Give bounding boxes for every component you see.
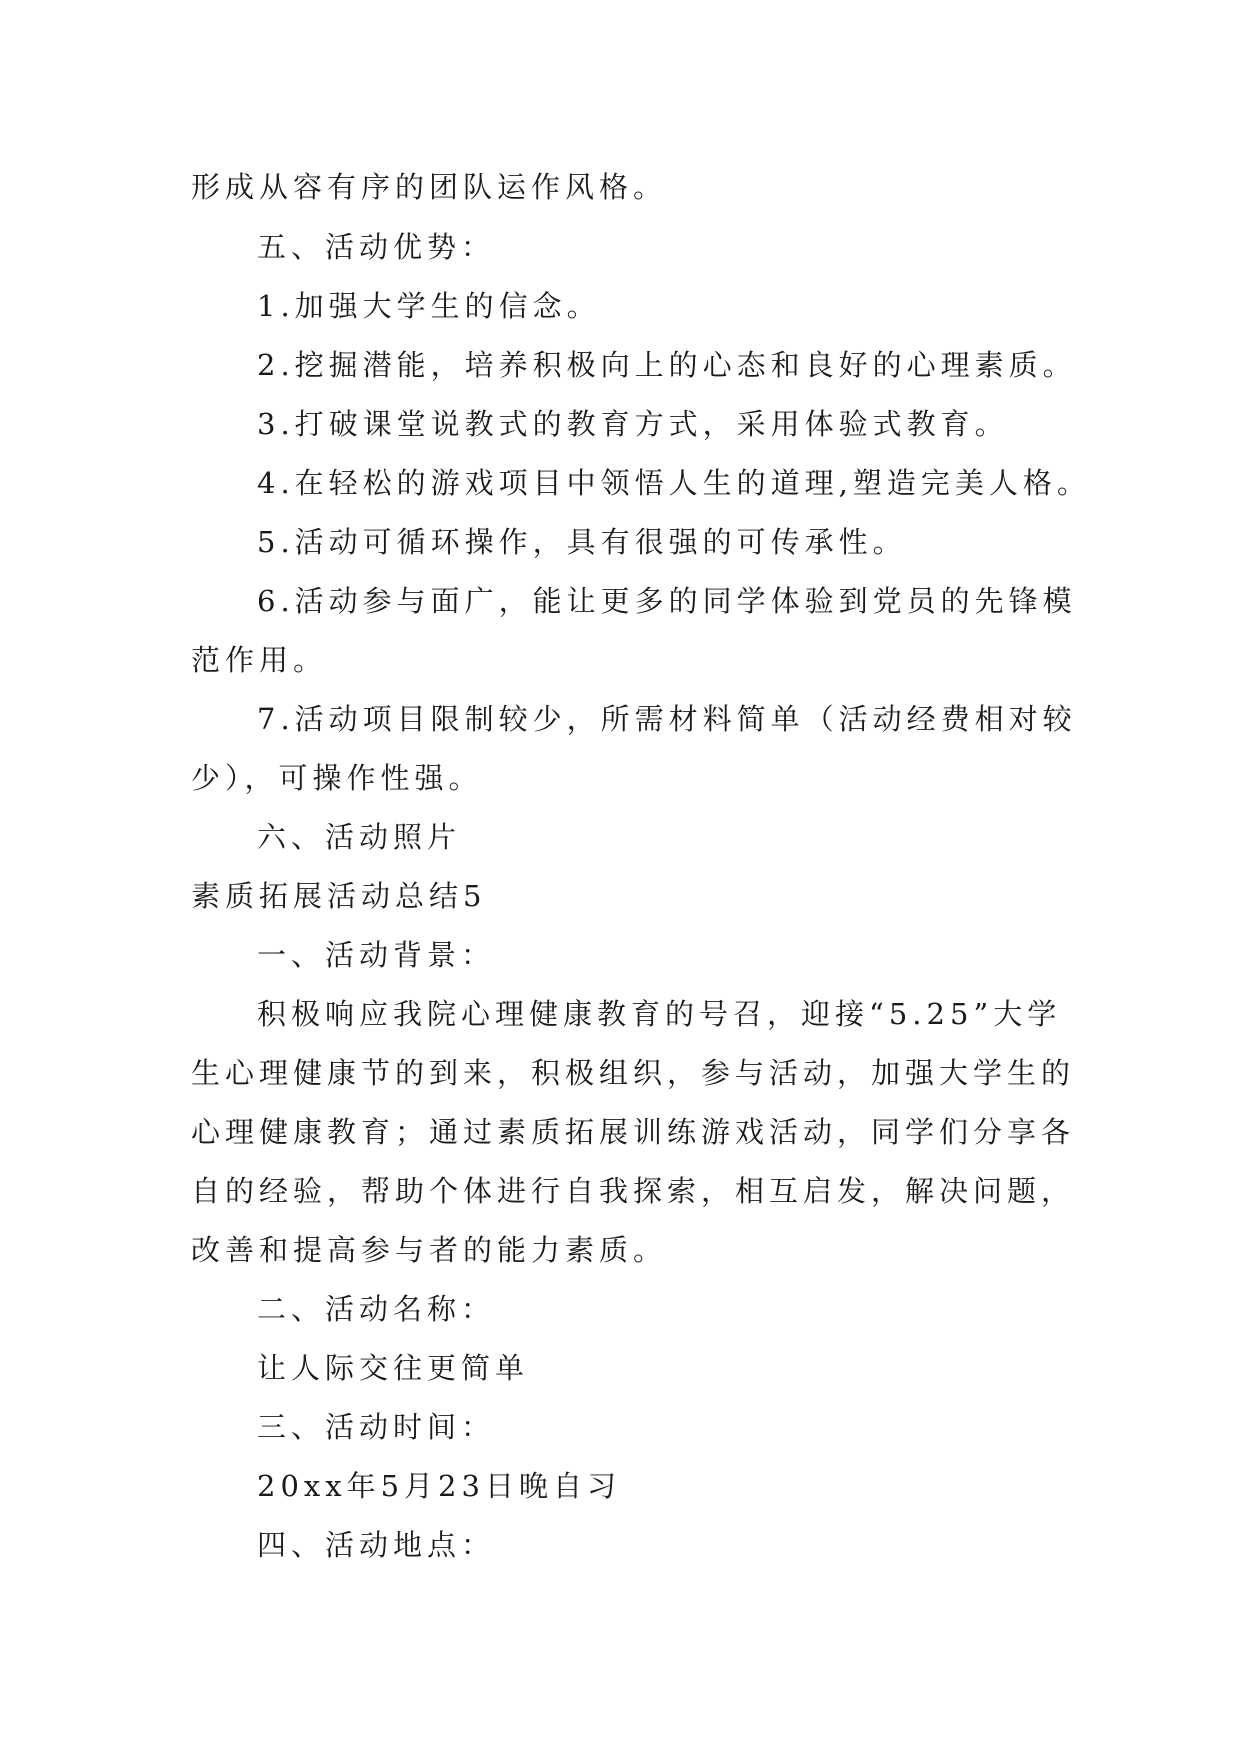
list-item: 5.活动可循环操作，具有很强的可传承性。	[257, 525, 907, 559]
paragraph-line: 20xx年5月23日晚自习	[257, 1469, 621, 1503]
list-item: 7.活动项目限制较少，所需材料简单（活动经费相对较	[257, 702, 1077, 736]
paragraph-line: 积极响应我院心理健康教育的号召，迎接“5.25”大学	[257, 997, 1062, 1031]
section-heading: 二、活动名称：	[257, 1292, 496, 1326]
paragraph-line: 自的经验，帮助个体进行自我探索，相互启发，解决问题，	[191, 1174, 1076, 1208]
paragraph-line: 生心理健康节的到来，积极组织，参与活动，加强大学生的	[191, 1056, 1076, 1090]
document-title: 素质拓展活动总结5	[191, 879, 487, 913]
section-heading: 五、活动优势：	[257, 230, 496, 264]
paragraph-line: 改善和提高参与者的能力素质。	[191, 1233, 668, 1267]
list-item-continuation: 范作用。	[191, 643, 328, 677]
section-heading: 四、活动地点：	[257, 1528, 496, 1562]
list-item: 3.打破课堂说教式的教育方式，采用体验式教育。	[257, 407, 1009, 441]
section-heading: 六、活动照片	[257, 820, 462, 854]
section-heading: 三、活动时间：	[257, 1410, 496, 1444]
paragraph-line: 让人际交往更简单	[257, 1351, 530, 1385]
list-item: 2.挖掘潜能，培养积极向上的心态和良好的心理素质。	[257, 348, 1077, 382]
section-heading: 一、活动背景：	[257, 938, 496, 972]
list-item-continuation: 少），可操作性强。	[191, 761, 483, 795]
list-item: 6.活动参与面广，能让更多的同学体验到党员的先锋模	[257, 584, 1077, 618]
paragraph-line: 心理健康教育；通过素质拓展训练游戏活动，同学们分享各	[191, 1115, 1076, 1149]
list-item: 1.加强大学生的信念。	[257, 289, 601, 323]
paragraph-line: 形成从容有序的团队运作风格。	[191, 170, 668, 204]
list-item: 4.在轻松的游戏项目中领悟人生的道理,塑造完美人格。	[257, 466, 1091, 500]
